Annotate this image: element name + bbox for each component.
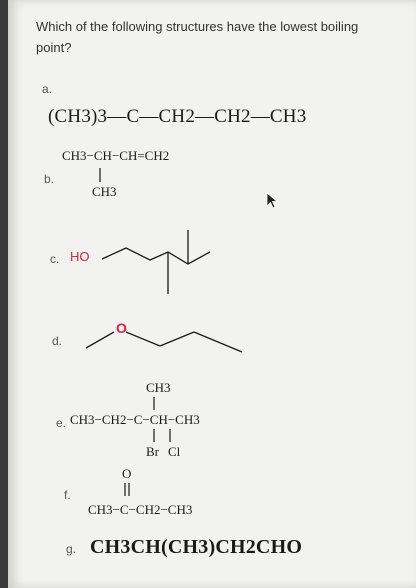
mouse-cursor-icon (266, 192, 280, 210)
option-c-ho-label: HO (70, 249, 90, 264)
option-d-skeleton[interactable] (74, 314, 244, 354)
option-f-double-bond (120, 482, 140, 498)
option-f-main-chain[interactable]: CH3−C−CH2−CH3 (88, 502, 193, 517)
question-page (8, 0, 416, 588)
option-e-top-bond (148, 396, 168, 412)
option-b-main-chain[interactable]: CH3−CH−CH=CH2 (62, 148, 170, 163)
option-d-oxygen: O (116, 320, 127, 336)
option-g-letter: g. (66, 542, 77, 556)
option-c-skeleton[interactable] (92, 226, 232, 296)
option-f-letter: f. (64, 488, 71, 502)
option-e-top-group: CH3 (146, 380, 171, 395)
option-a-formula[interactable]: (CH3)3—C—CH2—CH2—CH3 (48, 106, 307, 127)
option-g-formula[interactable]: CH3CH(CH3)CH2CHO (90, 536, 303, 558)
option-e-letter: e. (56, 416, 67, 430)
question-text: Which of the following structures have the lowest boiling point? (36, 19, 359, 55)
option-d-letter: d. (52, 334, 63, 348)
option-e-bromine: Br (146, 444, 159, 459)
option-b-branch: CH3 (92, 184, 117, 199)
option-a-letter: a. (42, 82, 53, 96)
option-f-carbonyl-oxygen: O (122, 466, 132, 481)
option-c-letter: c. (50, 252, 60, 266)
option-e-main-chain[interactable]: CH3−CH2−C−CH−CH3 (70, 412, 200, 427)
option-b-letter: b. (44, 172, 55, 186)
option-e-chlorine: Cl (168, 444, 181, 459)
